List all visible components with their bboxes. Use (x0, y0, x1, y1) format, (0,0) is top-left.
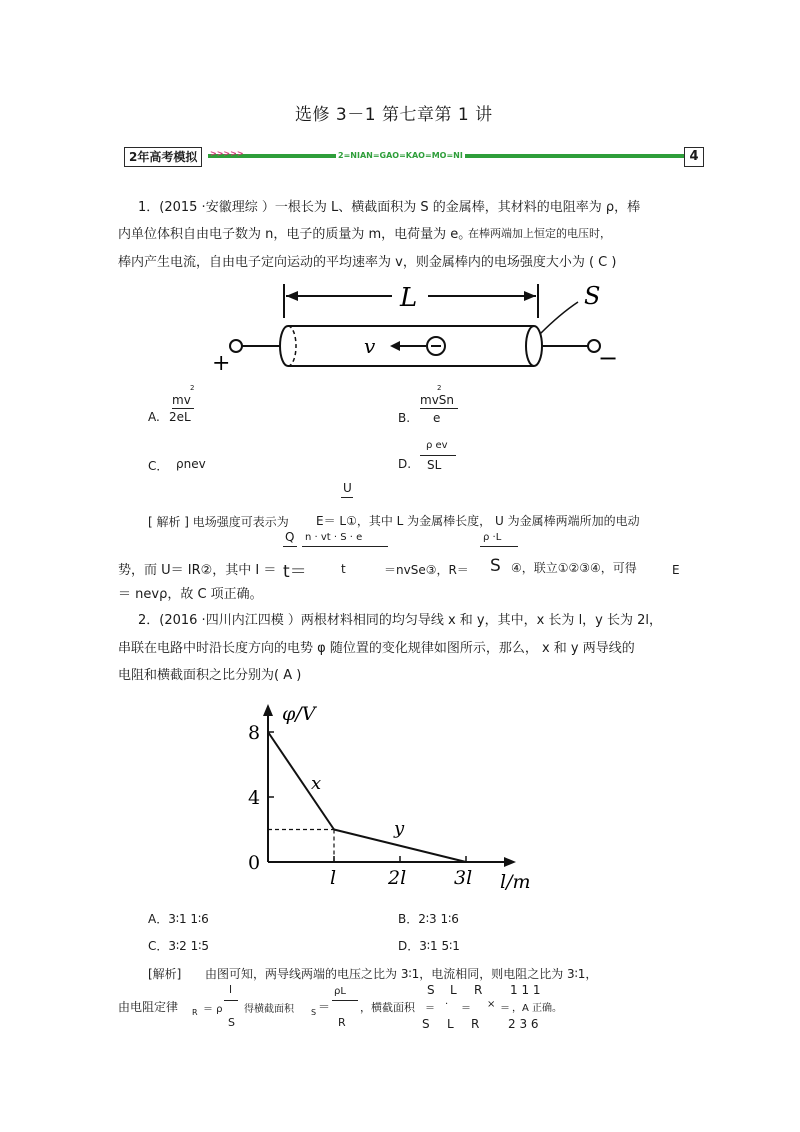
option-c-text: ρnev (176, 457, 206, 471)
banner-label: 2年高考模拟 (124, 147, 202, 167)
q2-line1: 2．(2016 ·四川内江四模 ）两根材料相同的均匀导线 x 和 y，其中，x 长为 l，y 长为 2l， (138, 613, 663, 628)
banner-pinyin: 2=NIAN=GAO=KAO=MO=NI (338, 151, 463, 160)
banner-arrows: >>>>> (210, 149, 244, 158)
analysis2-line2m: ，A 正确。 (512, 1003, 563, 1014)
potential-chart (240, 696, 540, 896)
option-d-numerator: ρ ev (426, 440, 448, 451)
analysis1-line2e: S (490, 556, 501, 576)
x-tick-label: 3l (454, 867, 473, 889)
analysis2-frac-R: R (338, 1016, 346, 1029)
y-axis-arrow (263, 704, 273, 716)
analysis2-line2g: ，横截面积 (360, 1001, 415, 1014)
q2-line2: 串联在电路中时沿长度方向的电势 φ 随位置的变化规律如图所示，那么， x 和 y 两导线的 (118, 641, 635, 656)
analysis1-line2a: 势，而 U＝ IR②，其中 I ＝ (118, 563, 277, 578)
analysis2-bot-R: R (471, 1017, 480, 1031)
analysis2-line2l: ＝ (500, 1003, 510, 1014)
analysis2-frac-rhoL: ρL (334, 986, 346, 997)
q1-line2b: 在棒两端加上恒定的电压时， (468, 227, 611, 240)
option-a-label: A. (148, 410, 160, 424)
x-axis-arrow (504, 857, 516, 867)
option-b-label: B. (398, 411, 411, 425)
q2-option-b[interactable]: B．2∶3 1∶6 (398, 912, 459, 926)
q2-line3: 电阻和横截面积之比分别为( A ) (118, 668, 302, 683)
y-tick-label: 8 (248, 722, 261, 744)
analysis2-line2h: ＝ (425, 1003, 435, 1014)
analysis1-line2d: ＝nvSe③，R＝ (384, 563, 469, 577)
analysis2-line2c: ＝ ρ (203, 1004, 223, 1015)
banner-number: 4 (684, 147, 704, 167)
q2-option-a[interactable]: A．3∶1 1∶6 (148, 912, 209, 926)
segment-x-label: x (311, 772, 322, 794)
analysis2-line2a: 由电阻定律 (118, 1000, 179, 1014)
analysis2-line2d: 得横截面积 (244, 1004, 294, 1015)
q2-option-c[interactable]: C．3∶2 1∶5 (148, 939, 209, 953)
analysis1-frac-rho: ρ ·L (483, 532, 502, 543)
segment-x (268, 732, 334, 830)
q1-line3: 棒内产生电流，自由电子定向运动的平均速率为 v，则金属棒内的电场强度大小为 ( C ) (118, 255, 617, 270)
plus-terminal-label: + (212, 351, 231, 376)
option-b-sup: 2 (437, 384, 442, 392)
x-tick-label: l (330, 867, 337, 889)
analysis2-frac-l: l (229, 983, 233, 996)
analysis1-U: U (343, 481, 352, 495)
option-d-label: D. (398, 457, 412, 471)
rod-figure (200, 278, 640, 378)
q1-line2a: 内单位体积自由电子数为 n，电子的质量为 m，电荷量为 e。 (118, 227, 472, 242)
analysis1-line1a: [ 解析 ] 电场强度可表示为 (148, 515, 289, 529)
analysis2-line2f: ＝ (318, 1000, 331, 1014)
analysis2-top-R: R (474, 983, 483, 997)
analysis1-line2g: E (672, 563, 680, 577)
length-label: L (400, 283, 418, 313)
page-title: 选修 3－1 第七章第 1 讲 (295, 105, 493, 125)
q1-line1: 1．(2015 ·安徽理综 ）一根长为 L、横截面积为 S 的金属棒，其材料的电阻率为 ρ，棒 (138, 200, 641, 215)
analysis2-line2b: R (192, 1008, 198, 1017)
analysis2-line1a: [解析] (148, 967, 182, 981)
analysis1-line2c: t (341, 562, 346, 576)
analysis2-line2e: S (311, 1008, 317, 1017)
analysis2-frac-S: S (228, 1016, 235, 1029)
analysis1-frac-q: Q (285, 530, 295, 544)
option-a-sup: 2 (190, 384, 195, 392)
segment-y-label: y (394, 817, 405, 839)
analysis1-line2b: t＝ (283, 562, 307, 582)
q2-option-d[interactable]: D．3∶1 5∶1 (398, 939, 460, 953)
area-label: S (584, 282, 601, 310)
analysis2-line2i: · (445, 999, 449, 1010)
option-c-label: C． (148, 459, 169, 473)
analysis2-bot-S: S (422, 1017, 430, 1031)
analysis1-line3: ＝ nevρ，故 C 项正确。 (118, 587, 263, 602)
analysis2-line2j: ＝ (461, 1003, 471, 1014)
analysis1-line1b: E＝ L①，其中 L 为金属棒长度， U 为金属棒两端所加的电动 (316, 514, 640, 528)
option-b-denominator: e (433, 411, 441, 425)
y-tick-label: 4 (248, 787, 261, 809)
x-tick-label: 2l (388, 867, 407, 889)
x-axis-label: l/m (500, 871, 531, 893)
analysis2-line2k: × (487, 999, 496, 1010)
analysis2-bot-L: L (447, 1017, 454, 1031)
velocity-label: v (364, 334, 376, 358)
minus-terminal-label: − (598, 344, 619, 372)
analysis2-top-S: S (427, 983, 435, 997)
option-a-numerator: mv (172, 393, 191, 407)
option-a-denominator: 2eL (169, 410, 191, 424)
option-b-numerator: mvSn (420, 393, 455, 407)
analysis2-line1b: 由图可知，两导线两端的电压之比为 3∶1，电流相同，则电阻之比为 3∶1， (205, 967, 598, 981)
analysis1-line2f: ④，联立①②③④，可得 (511, 561, 637, 575)
analysis1-frac-mid: n · vt · S · e (305, 532, 363, 543)
analysis2-top-111: 1 1 1 (510, 983, 541, 997)
analysis2-top-L: L (450, 983, 457, 997)
y-axis-label: φ/V (282, 703, 316, 725)
analysis2-bot-236: 2 3 6 (508, 1017, 539, 1031)
option-d-denominator: SL (427, 458, 442, 472)
y-tick-label: 0 (248, 852, 261, 874)
